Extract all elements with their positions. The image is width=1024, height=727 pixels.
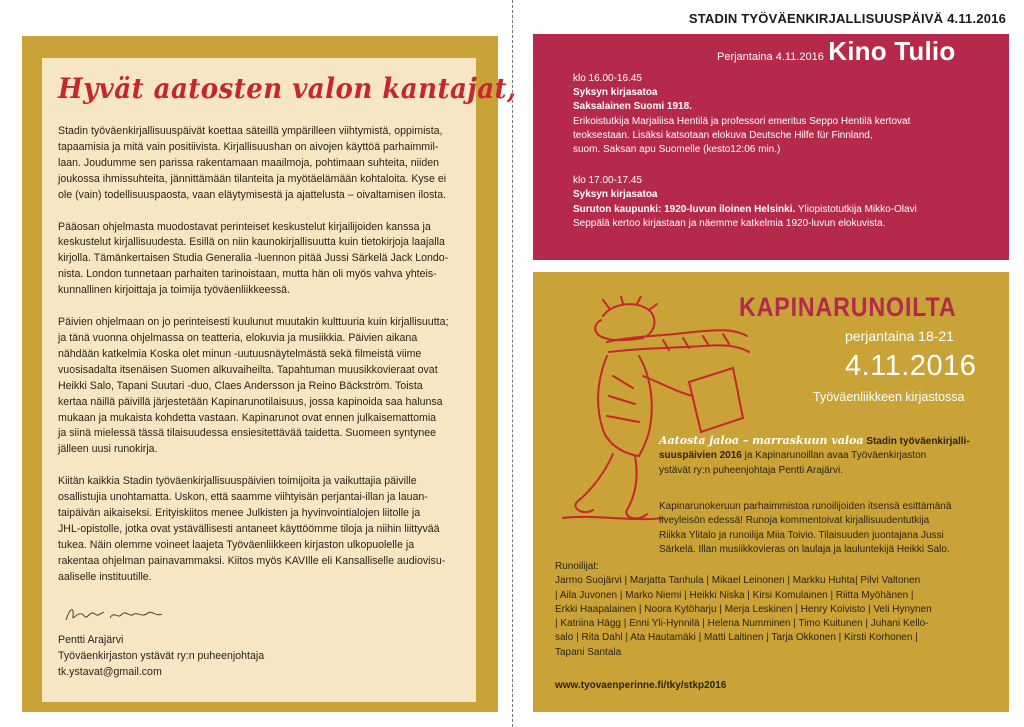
letter-title: Hyvät aatosten valon kantajat,: [58, 72, 517, 105]
kino-events: [573, 72, 993, 248]
kino-date: Perjantaina 4.11.2016: [717, 51, 824, 63]
letter-line: tapaamisia ja mitä vain positiivista. Kirjallisuushan on aivojen käyttöä parhaimmil-: [58, 140, 439, 153]
runo-time: perjantaina 18-21: [845, 328, 954, 344]
letter-body: [58, 124, 463, 602]
intro-rest-2: ystävät ry:n puheenjohtaja Pentti Arajärvi.: [659, 464, 843, 476]
poets-label: Runoilijat:: [555, 561, 599, 572]
letter-line: ja siinä mielessä tässä tilaisuudessa ensiesitettävää taidetta. Suomeen syntynee: [58, 427, 437, 440]
poets-line: Tapani Santala: [555, 646, 622, 658]
letter-line: kunnallinen kirjoittaja ja toimija työväenliikkeessä.: [58, 284, 291, 297]
letter-line: laan. Joudumme sen parissa rakentamaan maailmoja, pohtimaan suhteita, niiden: [58, 156, 440, 169]
poets-line: | Aila Juvonen | Marko Niemi | Heikki Niska | Kirsi Komulainen | Riitta Myöhänen |: [555, 589, 914, 601]
letter-line: Stadin työväenkirjallisuuspäivät koettaa säteillä ympärilleen viihtymistä, oppimista,: [58, 125, 443, 137]
event-url-link[interactable]: www.tyovaenperinne.fi/tky/stkp2016: [555, 680, 727, 691]
poet-illustration: [543, 296, 753, 532]
kino-tulio-panel: [533, 34, 1009, 260]
event-series: Syksyn kirjasatoa: [573, 87, 658, 99]
letter-line: nista. London tunnetaan parhaiten tarinoistaan, mutta hän oli myös vahva yhteis-: [58, 268, 437, 281]
letter-line: kertaa näillä päivillä järjestetään Kapinarunotilaisuus, jossa kapinoida saa halunsa: [58, 395, 443, 408]
event-time: klo 17.00-17.45: [573, 175, 642, 187]
event-item: [573, 72, 993, 157]
page-header-title: STADIN TYÖVÄENKIRJALLISUUSPÄIVÄ 4.11.2016: [688, 11, 1006, 26]
signature-block: [58, 632, 264, 680]
event-item: [573, 174, 993, 231]
event-line: suom. Saksan apu Suomelle (kesto12:06 min.): [573, 144, 781, 156]
runo-description: [659, 500, 989, 557]
desc-line: Särkelä. Illan musiikkovieras on laulaja ja lauluntekijä Heikki Salo.: [659, 543, 950, 555]
event-book: Saksalainen Suomi 1918.: [573, 101, 692, 113]
kapinarunoilta-panel: [533, 272, 1009, 712]
letter-line: taipäivän aikaiseksi. Erityiskiitos menee Julkisten ja hyvinvointialojen liitolle ja: [58, 507, 421, 520]
desc-line: Riikka Ylitalo ja runoilija Miia Toivio. Tilaisuuden juontajana Jussi: [659, 529, 944, 541]
letter-paragraph: [58, 124, 463, 204]
fold-divider: [512, 0, 513, 727]
letter-line: Heikki Salo, Tapani Suutari -duo, Claes Andersson ja Reino Bäckström. Toista: [58, 379, 423, 392]
event-book: Suruton kaupunki: 1920-luvun iloinen Helsinki.: [573, 203, 796, 215]
letter-line: vuosisadalta itsenäisen Suomen alkuvaiheilta. Tapahtuman muusikkovieraat ovat: [58, 363, 438, 376]
kapinarunoilta-title: KAPINARUNOILTA: [739, 292, 957, 322]
intro-rest: ja Kapinarunoillan avaa Työväenkirjaston: [741, 450, 927, 462]
poets-line: salo | Rita Dahl | Ata Hautamäki | Matti Laitinen | Tarja Okkonen | Kirsti Korhonen |: [555, 632, 918, 644]
letter-line: jälleen uusi runokirja.: [58, 443, 158, 456]
letter-paragraph: [58, 474, 463, 585]
letter-line: ja tänä vuonna ohjelmassa on teatteria, elokuvia ja musiikkia. Päivien aikana: [58, 331, 418, 344]
event-series: Syksyn kirjasatoa: [573, 189, 658, 201]
intro-bold: Stadin työväenkirjalli-: [863, 436, 970, 447]
signer-name: Pentti Arajärvi: [58, 634, 124, 646]
letter-paragraph: [58, 315, 463, 458]
letter-line: Päivien ohjelmaan on jo perinteisesti kuulunut muutakin kulttuuria kuin kirjallisuutta;: [58, 316, 449, 329]
letter-line: osallistujia unohtamatta. Uskon, että saamme viihtyisän perjantai-illan ja lauan-: [58, 491, 428, 504]
signer-role: Työväenkirjaston ystävät ry:n puheenjohtaja: [58, 650, 265, 662]
event-line: Yliopistotutkija Mikko-Olavi: [795, 203, 917, 215]
letter-line: JHL-opistolle, jotka ovat ystävällisesti antaneet käyttöömme tiloja ja niihin liittyvää: [58, 522, 440, 535]
intro-bold-2: suuspäivien 2016: [659, 450, 742, 462]
letter-line: Pääosan ohjelmasta muodostavat perinteiset keskustelut kirjailijoiden kanssa ja: [58, 220, 431, 233]
letter-line: ole (vain) todellisuuspaosta, vaan eläytymisestä ja ajattelusta – oivaltamisen ilosta.: [58, 188, 447, 201]
intro-highlight: Aatosta jaloa – marraskuun valoa: [659, 434, 864, 447]
letter-line: tukea. Näin olemme voineet laajeta Työväenliikkeen kirjaston ulkopuolelle ja: [58, 538, 415, 551]
letter-line: joukossa ihmissuhteita, jännittämään tilanteita ja myötäelämään kohtaloita. Kyse ei: [58, 172, 447, 185]
runo-place: Työväenliikkeen kirjastossa: [813, 390, 965, 404]
letter-paragraph: [58, 220, 463, 300]
letter-line: nähdään katkelmia Koska olet minun -uutuusnäytelmästä sekä filmeistä viime: [58, 347, 422, 360]
desc-line: Kapinarunokeruun parhaimmistoa runoilijoiden itsensä esittämänä: [659, 501, 952, 512]
event-line: teoksestaan. Lisäksi katsotaan elokuva Deutsche Hilfe für Finnland,: [573, 129, 873, 141]
signature-image: [60, 602, 180, 628]
poets-line: Jarmo Suojärvi | Marjatta Tanhula | Mikael Leinonen | Markku Huhta| Pilvi Valtonen: [555, 575, 921, 587]
desc-line: liveyleisön edessä! Runoja kommentoivat kirjallisuudentutkija: [659, 515, 930, 527]
kino-venue: Kino Tulio: [828, 36, 956, 66]
poets-list: [555, 560, 989, 660]
letter-line: aaliselle instituutille.: [58, 570, 152, 583]
signer-email: tk.ystavat@gmail.com: [58, 666, 162, 678]
runo-date: 4.11.2016: [845, 350, 977, 382]
letter-line: Kiitän kaikkia Stadin työväenkirjallisuuspäivien toimijoita ja vaikuttajia päiville: [58, 475, 417, 488]
letter-line: rakentaa ohjelman painavammaksi. Kiitos myös KAVIlle eli Kansalliselle audiovisu-: [58, 554, 446, 567]
kino-heading: [717, 36, 955, 67]
letter-line: keskustelut kirjallisuudesta. Esillä on niin kaunokirjallisuutta kuin tietokirjoja laajalla: [58, 236, 445, 249]
poets-line: | Katriina Hägg | Enni Yli-Hynnilä | Helena Numminen | Timo Kuitunen | Juhani Kello-: [555, 618, 929, 630]
event-time: klo 16.00-16.45: [573, 73, 642, 84]
event-line: Seppälä kertoo kirjastaan ja näemme katkelmia 1920-luvun elokuvista.: [573, 217, 886, 229]
event-line: Erikoistutkija Marjaliisa Hentilä ja professori emeritus Seppo Hentilä kertovat: [573, 115, 911, 127]
letter-line: mukaan ja mukaista kohdetta vastaan. Kapinarunot ovat ennen julkaisemattomia: [58, 411, 437, 424]
runo-intro: [659, 434, 989, 478]
letter-line: kirjolla. Tämänkertaisen Studia Generalia -luennon pitää Jussi Särkelä Jack Londo-: [58, 252, 449, 265]
letter-panel: [42, 58, 517, 702]
poets-line: Erkki Haapalainen | Noora Kytöharju | Merja Leskinen | Henry Koivisto | Veli Hynynen: [555, 603, 932, 615]
